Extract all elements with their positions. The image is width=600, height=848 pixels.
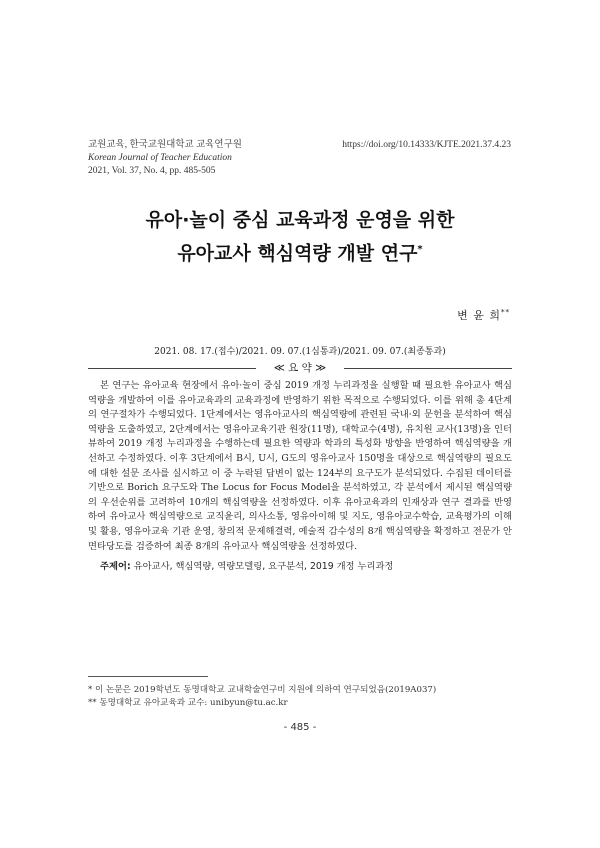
author <box>457 307 510 323</box>
journal-name-korean: 교원교육, 한국교원대학교 교육연구원 <box>88 140 242 150</box>
keywords <box>100 558 393 572</box>
abstract-heading <box>88 361 512 375</box>
keywords-text: 유아교사, 핵심역량, 역량모델링, 요구분석, 2019 개정 누리과정 <box>133 561 394 572</box>
title-line-2: 유아교사 핵심역량 개발 연구* <box>177 242 423 265</box>
paper-title <box>0 206 600 268</box>
keywords-label: 주제어: <box>100 561 131 572</box>
footnote-funding: * 이 논문은 2019학년도 동명대학교 교내학술연구비 지원에 의하여 연구되었음(2019A037) <box>88 685 437 695</box>
volume-info: 2021, Vol. 37, No. 4, pp. 485-505 <box>88 166 216 176</box>
doi-link[interactable]: https://doi.org/10.14333/KJTE.2021.37.4.23 <box>342 140 511 150</box>
submission-dates: 2021. 08. 17.(접수)/2021. 09. 07.(1심통과)/2021. 09. 07.(최종통과) <box>154 347 446 357</box>
journal-name-english: Korean Journal of Teacher Education <box>88 153 232 163</box>
abstract-rule-right <box>344 368 512 369</box>
title-line-1: 유아·놀이 중심 교육과정 운영을 위한 <box>145 209 455 231</box>
abstract-heading-label: ≪ 요 약 ≫ <box>273 362 327 374</box>
author-footnote-mark: ** <box>501 308 510 317</box>
abstract-body <box>88 379 512 554</box>
footnote-author-affiliation: ** 동명대학교 유아교육과 교수: unibyun@tu.ac.kr <box>88 698 288 708</box>
author-name: 변 윤 희 <box>457 309 501 322</box>
abstract-paragraph: 본 연구는 유아교육 현장에서 유아·놀이 중심 2019 개정 누리과정을 실행할 때 필요한 유아교사 핵심역량을 개발하여 이를 유아교육과의 교육과정에 반영하기 위한 목적으로 수행되었다. 이를 위해 총 4단계의 연구절차가 수행되었다. 1단계에서는 영유아교사의 핵심역량에 관련된 국내·외 문헌을 분석하여 핵심역량을 도출하였고, 2단계에서는 영유아교육기관 원장(11명), 대학교수(4명), 유치원 교사(13명)을 인터뷰하여 2019 개정 누리과정을 수행하는데 필요한 역량과 학과의 특성화 방향을 반영하여 핵심역량을 개선하고 수정하였다. 이후 3단계에서 B시, U시, G도의 영유아교사 150명을 대상으로 핵심역량의 필요도에 대한 설문 조사를 실시하고 이 중 누락된 답변이 없는 124부의 요구도가 분석되었다. 수집된 데이터를 기반으로 Borich 요구도와 The Locus for Focus Model을 분석하였고, 각 분석에서 제시된 핵심역량의 우선순위를 고려하여 10개의 핵심역량을 선정하였다. 이후 유아교육과의 인재상과 연구 결과를 반영하여 유아교사 핵심역량으로 교직윤리, 의사소통, 영유아이해 및 지도, 영유아교수학습, 교육평가의 이해 및 활용, 영유아교육 기관 운영, 창의적 문제해결력, 예술적 감수성의 8개 핵심역량을 확정하고 전문가 안면타당도를 검증하여 최종 8개의 유아교사 핵심역량을 선정하였다. <box>88 380 512 552</box>
footnote-divider <box>88 676 208 677</box>
title-footnote-mark: * <box>417 244 423 255</box>
journal-header <box>88 139 242 178</box>
page-number: - 485 - <box>283 722 317 733</box>
